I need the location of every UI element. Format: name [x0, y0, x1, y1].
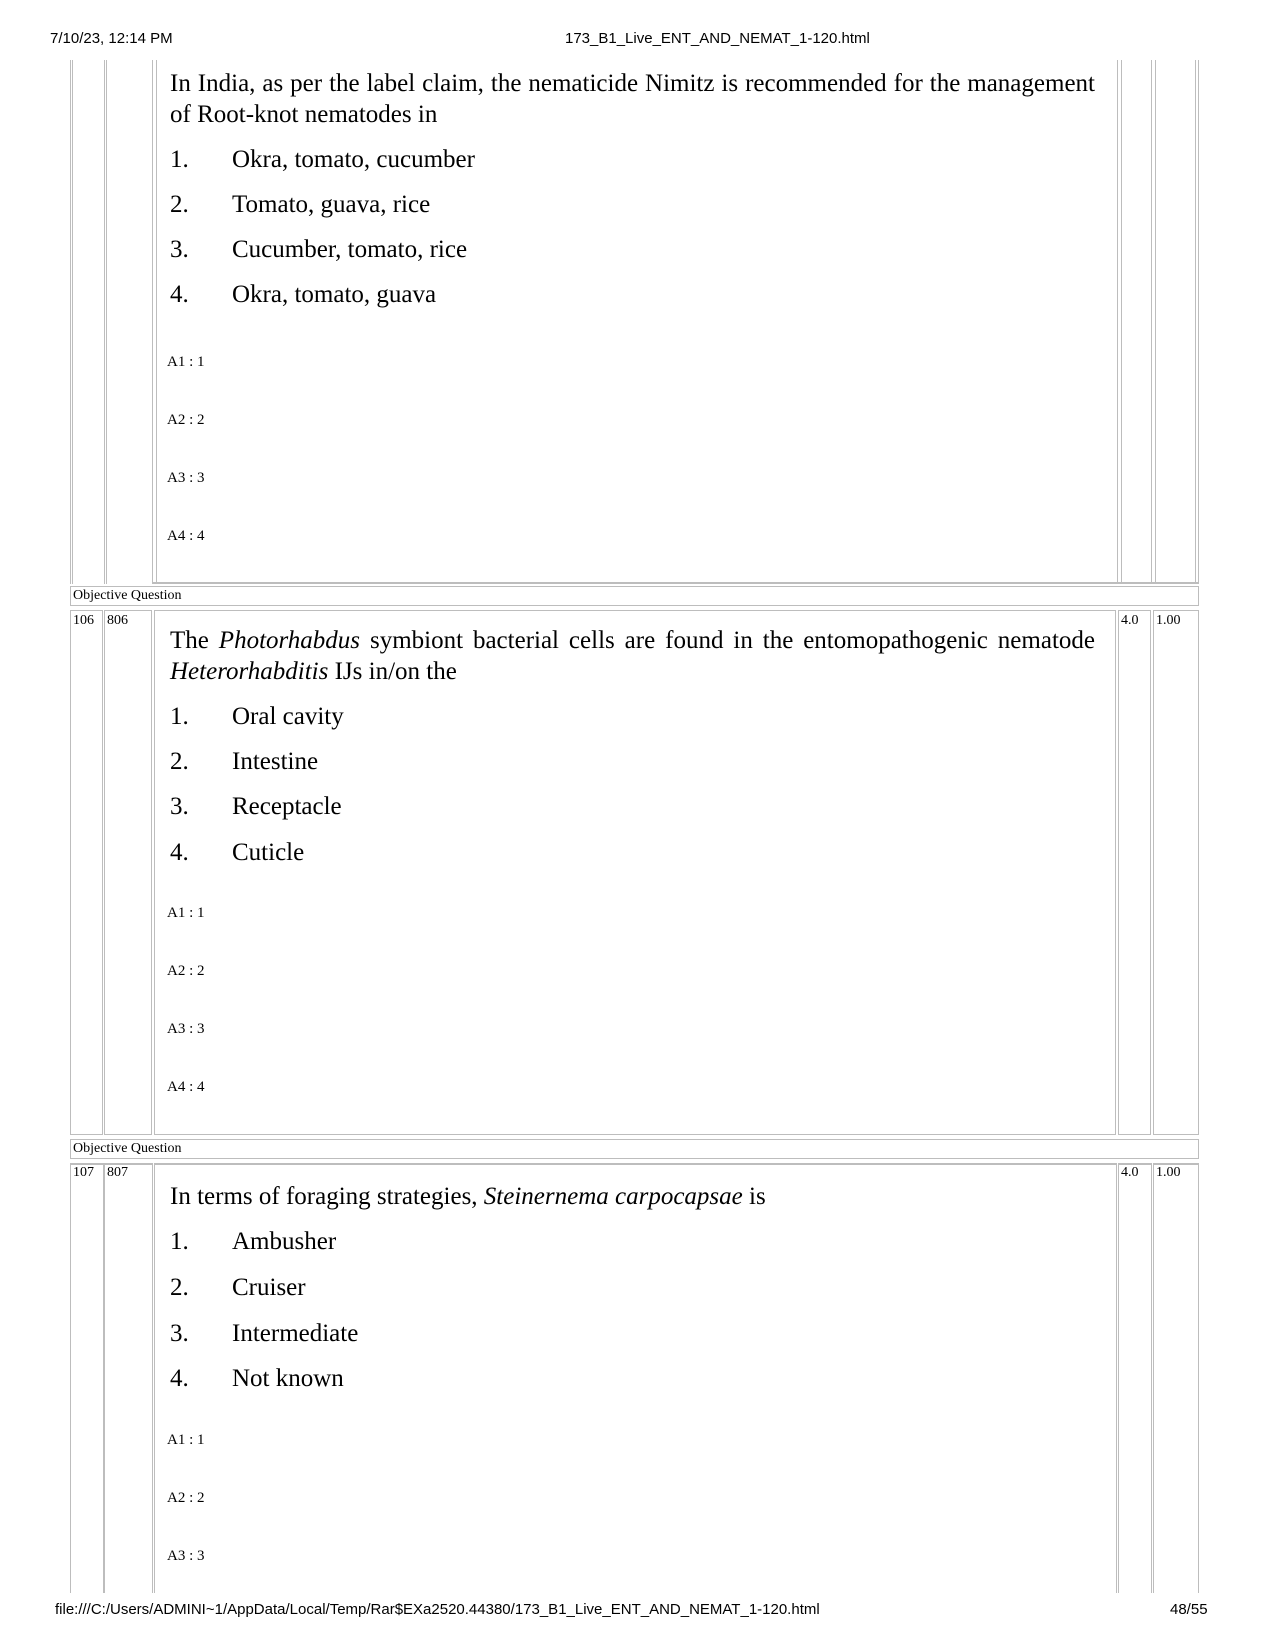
negative-marks-cell [1153, 610, 1199, 1135]
question-type-row [70, 1139, 1199, 1159]
question-text: In terms of foraging strategies, Steinernema carpocapsae is [170, 1183, 766, 1210]
option-text: Cruiser [232, 1274, 306, 1301]
cell-border [104, 60, 105, 584]
answer-key-a1: A1 : 1 [167, 1432, 205, 1448]
option-number: 1. [170, 703, 189, 730]
cell-border [1121, 60, 1122, 584]
negative-marks-value: 1.00 [1156, 613, 1181, 628]
cell-border [72, 60, 73, 584]
question-id: 807 [107, 1165, 128, 1180]
option-text: Tomato, guava, rice [232, 191, 431, 218]
answer-key-a4: A4 : 4 [167, 528, 205, 544]
cell-border [1195, 60, 1196, 584]
cell-border [1118, 1163, 1119, 1593]
option-text: Receptacle [232, 793, 342, 820]
option-number: 3. [170, 1320, 189, 1347]
option-number: 1. [170, 146, 189, 173]
option-text: Intestine [232, 748, 319, 775]
print-file-path: file:///C:/Users/ADMINI~1/AppData/Local/Temp/Rar$EXa2520.44380/173_B1_Live_ENT_AND_NEMAT_1-120.html [55, 1601, 820, 1618]
cell-border [70, 1163, 71, 1593]
question-text: In India, as per the label claim, the nematicide Nimitz is recommended for the management of Root-knot nematodes in [170, 70, 1095, 128]
question-type-label: Objective Question [73, 588, 182, 603]
option-number: 2. [170, 748, 189, 775]
answer-key-a2: A2 : 2 [167, 963, 205, 979]
cell-border [104, 1163, 105, 1593]
option-number: 3. [170, 236, 189, 263]
cell-border [1116, 1163, 1117, 1593]
question-body-cell [154, 610, 1116, 1135]
marks-cell [1118, 610, 1151, 1135]
question-type-row [70, 586, 1199, 606]
serial-number: 106 [73, 613, 94, 628]
answer-key-a3: A3 : 3 [167, 1548, 205, 1564]
answer-key-a2: A2 : 2 [167, 412, 205, 428]
marks-value: 4.0 [1121, 613, 1139, 628]
cell-border [1155, 60, 1156, 584]
cell-border [1151, 60, 1152, 584]
cell-border [152, 1163, 153, 1593]
cell-border [1151, 1163, 1152, 1593]
answer-key-a3: A3 : 3 [167, 1021, 205, 1037]
question-type-label: Objective Question [73, 1141, 182, 1156]
cell-border [1198, 1163, 1199, 1593]
cell-border [154, 1163, 155, 1593]
option-text: Cuticle [232, 839, 305, 866]
cell-border [70, 60, 71, 584]
print-page-number: 48/55 [1170, 1601, 1208, 1618]
cell-border [156, 60, 157, 584]
cell-border [1153, 1163, 1154, 1593]
option-text: Intermediate [232, 1320, 359, 1347]
print-title: 173_B1_Live_ENT_AND_NEMAT_1-120.html [565, 30, 870, 47]
cell-border [1117, 60, 1118, 584]
answer-key-a2: A2 : 2 [167, 1490, 205, 1506]
answer-key-a1: A1 : 1 [167, 354, 205, 370]
option-text: Oral cavity [232, 703, 344, 730]
option-text: Okra, tomato, guava [232, 281, 437, 308]
cell-border [1117, 582, 1152, 584]
print-datetime: 7/10/23, 12:14 PM [50, 30, 173, 47]
question-text: The Photorhabdus symbiont bacterial cells are found in the entomopathogenic nematode Heterorhabditis IJs in/on the [170, 627, 1095, 685]
option-number: 4. [170, 1365, 189, 1392]
question-id-cell [104, 610, 152, 1135]
option-text: Cucumber, tomato, rice [232, 236, 468, 263]
question-id: 806 [107, 613, 128, 628]
marks-value: 4.0 [1121, 1165, 1139, 1180]
option-text: Not known [232, 1365, 344, 1392]
option-number: 1. [170, 1228, 189, 1255]
option-number: 4. [170, 281, 189, 308]
serial-number: 107 [73, 1165, 94, 1180]
option-text: Ambusher [232, 1228, 337, 1255]
option-number: 4. [170, 839, 189, 866]
answer-key-a3: A3 : 3 [167, 470, 205, 486]
cell-border [152, 582, 1118, 584]
answer-key-a1: A1 : 1 [167, 905, 205, 921]
cell-border [106, 60, 107, 584]
serial-cell [70, 610, 103, 1135]
cell-border [1151, 582, 1199, 584]
answer-key-a4: A4 : 4 [167, 1079, 205, 1095]
option-text: Okra, tomato, cucumber [232, 146, 475, 173]
cell-border [154, 1163, 1117, 1165]
option-number: 2. [170, 191, 189, 218]
cell-border [152, 60, 153, 584]
option-number: 3. [170, 793, 189, 820]
option-number: 2. [170, 1274, 189, 1301]
cell-border [1198, 60, 1199, 584]
negative-marks-value: 1.00 [1156, 1165, 1181, 1180]
